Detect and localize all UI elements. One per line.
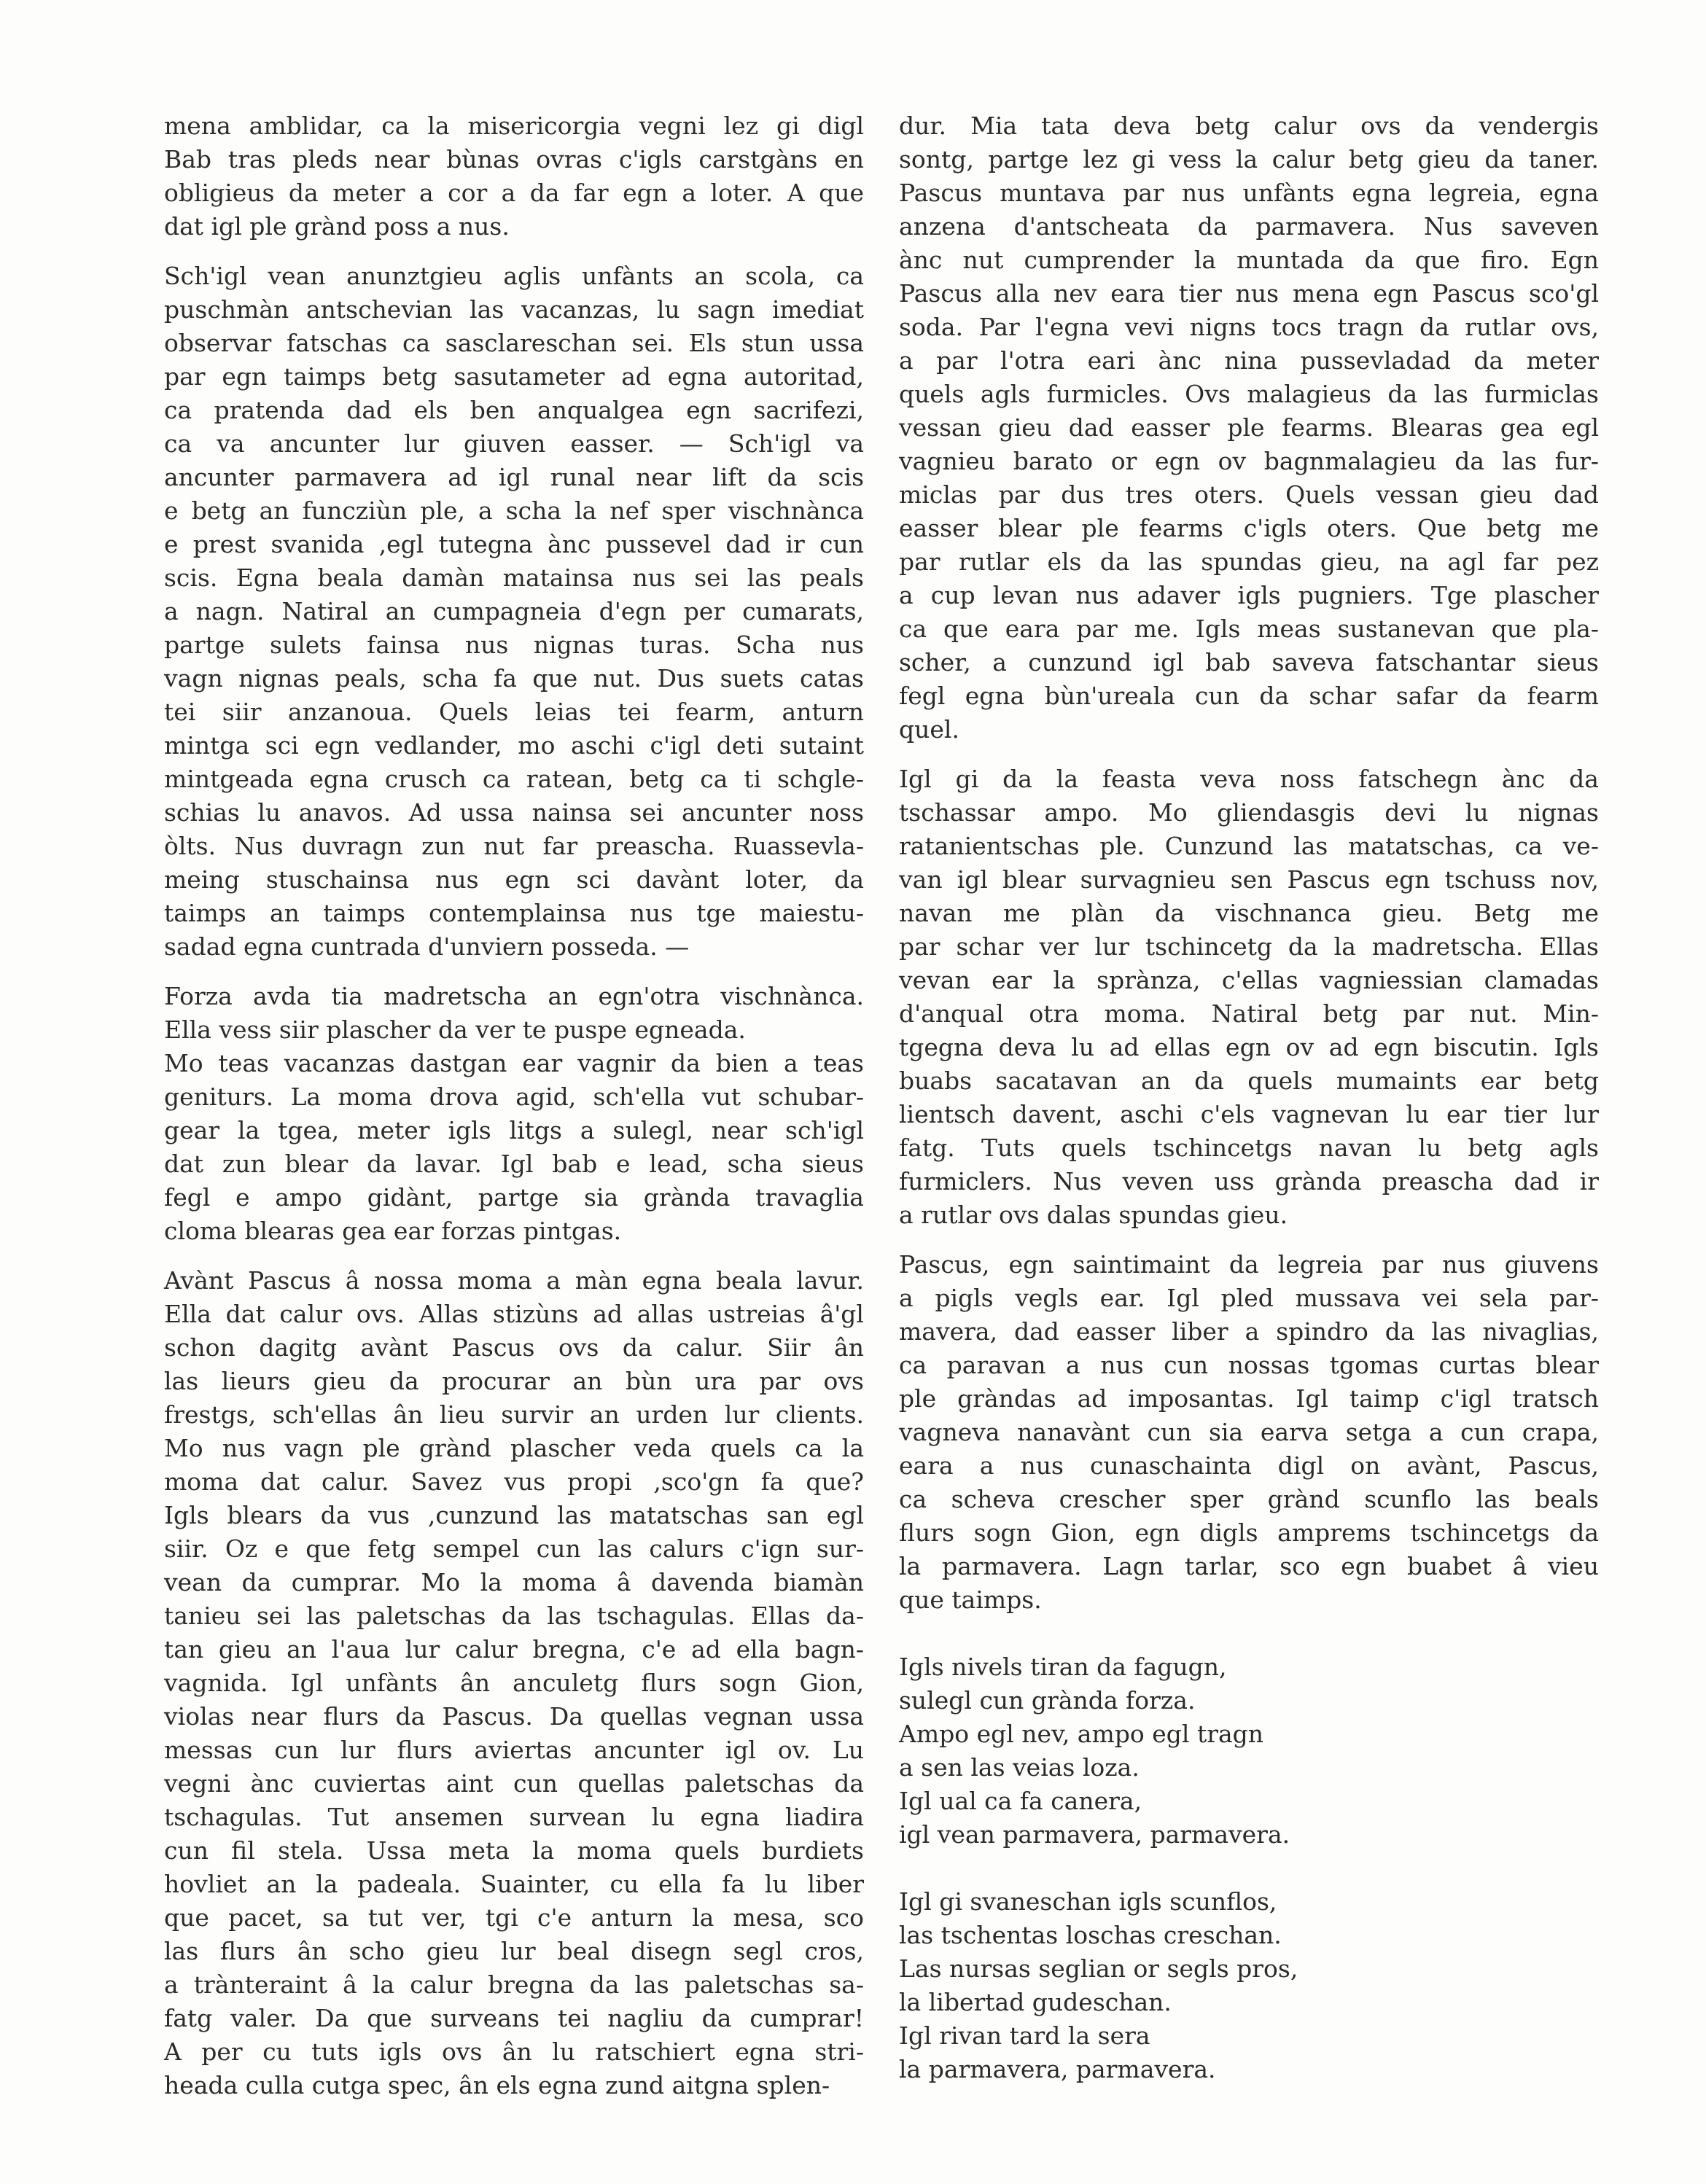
text-line: Pascus alla nev eara tier nus mena egn Pascus sco'gl [899, 279, 1599, 308]
text-line: par rutlar els da las spundas gieu, na agl far pez [899, 547, 1599, 576]
text-line: Forza avda tia madretscha an egn'otra vischnànca. [164, 982, 864, 1010]
text-line: gear la tgea, meter igls litgs a sulegl, near sch'igl [164, 1116, 864, 1144]
text-line: geniturs. La moma drova agid, sch'ella vut schubar- [164, 1083, 864, 1111]
text-line: e betg an funcziùn ple, a scha la nef sper vischnànca [164, 496, 864, 525]
poem-line: la parmavera, parmavera. [899, 2055, 1216, 2083]
paragraph [164, 109, 864, 243]
poem-line: Igl ual ca fa canera, [899, 1787, 1142, 1815]
text-line: Igls blears da vus ,cunzund las matatschas san egl [164, 1501, 864, 1529]
text-line: miclas par dus tres oters. Quels vessan gieu dad [899, 480, 1599, 509]
text-line: las flurs ân scho gieu lur beal disegn segl cros, [164, 1937, 864, 1965]
text-line: vevan ear la sprànza, c'ellas vagniessian clamadas [899, 966, 1599, 994]
spacer [899, 1633, 1599, 1650]
text-line: violas near flurs da Pascus. Da quellas vegnan ussa [164, 1702, 864, 1731]
text-line: mintga sci egn vedlander, mo aschi c'igl deti sutaint [164, 731, 864, 760]
poem-line: Las nursas seglian or segls pros, [899, 1954, 1298, 1983]
paragraph [899, 1248, 1599, 1617]
text-line: cloma blearas gea ear forzas pintgas. [164, 1217, 622, 1245]
text-line: Bab tras pleds near bùnas ovras c'igls carstgàns en [164, 145, 864, 173]
text-line: easser blear ple fearms c'igls oters. Que betg me [899, 514, 1599, 542]
text-line: Avànt Pascus â nossa moma a màn egna beala lavur. [164, 1266, 864, 1295]
poem-stanza [899, 1650, 1599, 1852]
text-line: ca paravan a nus cun nossas tgomas curtas blear [899, 1351, 1599, 1379]
text-line: cun fil stela. Ussa meta la moma quels burdiets [164, 1836, 864, 1865]
text-line: observar fatschas ca sasclareschan sei. Els stun ussa [164, 329, 864, 357]
text-line: Ella dat calur ovs. Allas stizùns ad allas ustreias â'gl [164, 1300, 864, 1328]
text-line: schon dagitg avànt Pascus ovs da calur. Siir ân [164, 1333, 864, 1362]
text-line: a cup levan nus adaver igls pugniers. Tge plascher [899, 581, 1599, 609]
text-line: dur. Mia tata deva betg calur ovs da vendergis [899, 112, 1599, 140]
paragraph [164, 1047, 864, 1248]
text-line: ca que eara par me. Igls meas sustanevan que pla- [899, 615, 1599, 643]
poem-line: Igl rivan tard la sera [899, 2021, 1150, 2050]
text-line: scis. Egna beala damàn matainsa nus sei las peals [164, 563, 864, 592]
text-line: tanieu sei las paletschas da las tschagulas. Ellas da- [164, 1602, 864, 1630]
text-line: dat igl ple grànd poss a nus. [164, 212, 510, 241]
text-line: vagn nignas peals, scha fa que nut. Dus suets catas [164, 664, 864, 693]
text-line: ple gràndas ad imposantas. Igl taimp c'igl tratsch [899, 1384, 1599, 1413]
text-line: flurs sogn Gion, egn digls amprems tschincetgs da [899, 1518, 1599, 1547]
text-line: sontg, partge lez gi vess la calur betg gieu da taner. [899, 145, 1599, 173]
text-line: vagnida. Igl unfànts ân anculetg flurs sogn Gion, [164, 1669, 864, 1697]
text-line: vagneva nanavànt cun sia earva setga a cun crapa, [899, 1418, 1599, 1446]
poem-line: Igl gi svaneschan igls scunflos, [899, 1887, 1277, 1916]
text-line: a pigls vegls ear. Igl pled mussava vei sela par- [899, 1284, 1599, 1312]
text-line: vegni ànc cuviertas aint cun quellas paletschas da [164, 1769, 864, 1798]
text-line: a nagn. Natiral an cumpagneia d'egn per cumarats, [164, 597, 864, 625]
poem-line: igl vean parmavera, parmavera. [899, 1820, 1290, 1849]
text-line: hovliet an la padeala. Suainter, cu ella fa lu liber [164, 1870, 864, 1898]
text-line: meing stuschainsa nus egn sci davànt loter, da [164, 865, 864, 894]
poem-line: la libertad gudeschan. [899, 1988, 1172, 2016]
text-line: par egn taimps betg sasutameter ad egna autoritad, [164, 362, 864, 391]
right-text-column [899, 109, 1599, 2120]
left-text-column [164, 109, 864, 2118]
text-line: schias lu anavos. Ad ussa nainsa sei ancunter noss [164, 798, 864, 827]
text-line: a par l'otra eari ànc nina pussevladad da meter [899, 346, 1599, 375]
text-line: messas cun lur flurs aviertas ancunter igl ov. Lu [164, 1736, 864, 1764]
text-line: sadad egna cuntrada d'unviern posseda. — [164, 932, 690, 961]
poem-line: Ampo egl nev, ampo egl tragn [899, 1720, 1264, 1748]
text-line: vessan gieu dad easser ple fearms. Blearas gea egl [899, 413, 1599, 442]
text-line: quels agls furmicles. Ovs malagieus da las furmiclas [899, 380, 1599, 408]
poem-line: sulegl cun grànda forza. [899, 1686, 1196, 1715]
text-line: d'anqual otra moma. Natiral betg par nut. Min- [899, 999, 1599, 1028]
text-line: par schar ver lur tschincetg da la madretscha. Ellas [899, 932, 1599, 961]
text-line: quel. [899, 715, 959, 744]
text-line: fatg. Tuts quels tschincetgs navan lu betg agls [899, 1134, 1599, 1162]
text-line: ca va ancunter lur giuven easser. — Sch'igl va [164, 429, 864, 458]
text-line: ancunter parmavera ad igl runal near lift da scis [164, 463, 864, 491]
text-line: mintgeada egna crusch ca ratean, betg ca ti schgle- [164, 765, 864, 793]
paragraph [164, 1264, 864, 2102]
text-line: obligieus da meter a cor a da far egn a loter. A que [164, 179, 864, 207]
text-line: moma dat calur. Savez vus propi ,sco'gn fa que? [164, 1467, 864, 1496]
text-line: vagnieu barato or egn ov bagnmalagieu da las fur- [899, 447, 1599, 475]
text-line: lientsch davent, aschi c'els vagnevan lu ear tier lur [899, 1100, 1599, 1128]
text-line: buabs sacatavan an da quels mumaints ear betg [899, 1066, 1599, 1095]
text-line: tan gieu an l'aua lur calur bregna, c'e ad ella bagn- [164, 1635, 864, 1664]
text-line: tei siir anzanoua. Quels leias tei fearm, anturn [164, 698, 864, 726]
text-line: tgegna deva lu ad ellas egn ov ad egn biscutin. Igls [899, 1033, 1599, 1061]
paragraph [164, 980, 864, 1047]
text-line: òlts. Nus duvragn zun nut far preascha. Ruassevla- [164, 832, 864, 860]
text-line: A per cu tuts igls ovs ân lu ratschiert egna stri- [164, 2037, 864, 2066]
text-line: fegl egna bùn'ureala cun da schar safar da fearm [899, 682, 1599, 710]
text-line: van igl blear survagnieu sen Pascus egn tschuss nov, [899, 865, 1599, 894]
text-line: Pascus, egn saintimaint da legreia par nus giuvens [899, 1250, 1599, 1279]
text-line: Mo teas vacanzas dastgan ear vagnir da bien a teas [164, 1049, 864, 1077]
text-line: Pascus muntava par nus unfànts egna legreia, egna [899, 179, 1599, 207]
text-line: eara a nus cunaschainta digl on avànt, Pascus, [899, 1451, 1599, 1480]
poem-line: las tschentas loschas creschan. [899, 1921, 1282, 1949]
text-line: tschagulas. Tut ansemen survean lu egna liadira [164, 1803, 864, 1831]
text-line: ratanientschas ple. Cunzund las matatschas, ca ve- [899, 832, 1599, 860]
text-line: a trànteraint â la calur bregna da las paletschas sa- [164, 1970, 864, 1999]
poem-stanza [899, 1885, 1599, 2086]
text-line: frestgs, sch'ellas ân lieu survir an urden lur clients. [164, 1400, 864, 1429]
poem-line: Igls nivels tiran da fagugn, [899, 1653, 1227, 1681]
text-line: furmiclers. Nus veven uss grànda preascha dad ir [899, 1167, 1599, 1196]
text-line: dat zun blear da lavar. Igl bab e lead, scha sieus [164, 1150, 864, 1178]
text-line: fegl e ampo gidànt, partge sia grànda travaglia [164, 1183, 864, 1212]
text-line: anzena d'antscheata da parmavera. Nus saveven [899, 212, 1599, 241]
text-line: tschassar ampo. Mo gliendasgis devi lu nignas [899, 798, 1599, 827]
text-line: e prest svanida ,egl tutegna ànc pussevel dad ir cun [164, 530, 864, 558]
text-line: Sch'igl vean anunztgieu aglis unfànts an scola, ca [164, 262, 864, 290]
text-line: navan me plàn da vischnanca gieu. Betg me [899, 899, 1599, 927]
text-line: vean da cumprar. Mo la moma â davenda biamàn [164, 1568, 864, 1596]
paragraph [899, 763, 1599, 1232]
text-line: la parmavera. Lagn tarlar, sco egn buabet â vieu [899, 1552, 1599, 1580]
text-line: ca scheva crescher sper grànd scunflo las beals [899, 1485, 1599, 1513]
text-line: Mo nus vagn ple grànd plascher veda quels ca la [164, 1434, 864, 1462]
text-line: siir. Oz e que fetg sempel cun las calurs c'ign sur- [164, 1534, 864, 1563]
text-line: scher, a cunzund igl bab saveva fatschantar sieus [899, 648, 1599, 676]
text-line: Ella vess siir plascher da ver te puspe egneada. [164, 1015, 746, 1044]
text-line: mavera, dad easser liber a spindro da las nivaglias, [899, 1317, 1599, 1346]
text-line: soda. Par l'egna vevi nigns tocs tragn da rutlar ovs, [899, 313, 1599, 341]
text-line: partge sulets fainsa nus nignas turas. Scha nus [164, 631, 864, 659]
paragraph [164, 260, 864, 964]
text-line: heada culla cutga spec, ân els egna zund aitgna splen- [164, 2071, 830, 2099]
text-line: que taimps. [899, 1586, 1042, 1614]
text-line: fatg valer. Da que surveans tei nagliu da cumprar! [164, 2004, 864, 2032]
text-line: ànc nut cumprender la muntada da que firo. Egn [899, 246, 1599, 274]
text-line: las lieurs gieu da procurar an bùn ura par ovs [164, 1367, 864, 1395]
paragraph [899, 109, 1599, 746]
text-line: puschmàn antschevian las vacanzas, lu sagn imediat [164, 295, 864, 324]
poem-line: a sen las veias loza. [899, 1753, 1140, 1782]
text-line: Igl gi da la feasta veva noss fatschegn ànc da [899, 765, 1599, 793]
text-line: a rutlar ovs dalas spundas gieu. [899, 1201, 1288, 1229]
text-line: mena amblidar, ca la misericorgia vegni lez gi digl [164, 112, 864, 140]
text-line: ca pratenda dad els ben anqualgea egn sacrifezi, [164, 396, 864, 424]
text-line: que pacet, sa tut ver, tgi c'e anturn la mesa, sco [164, 1903, 864, 1932]
text-line: taimps an taimps contemplainsa nus tge maiestu- [164, 899, 864, 927]
